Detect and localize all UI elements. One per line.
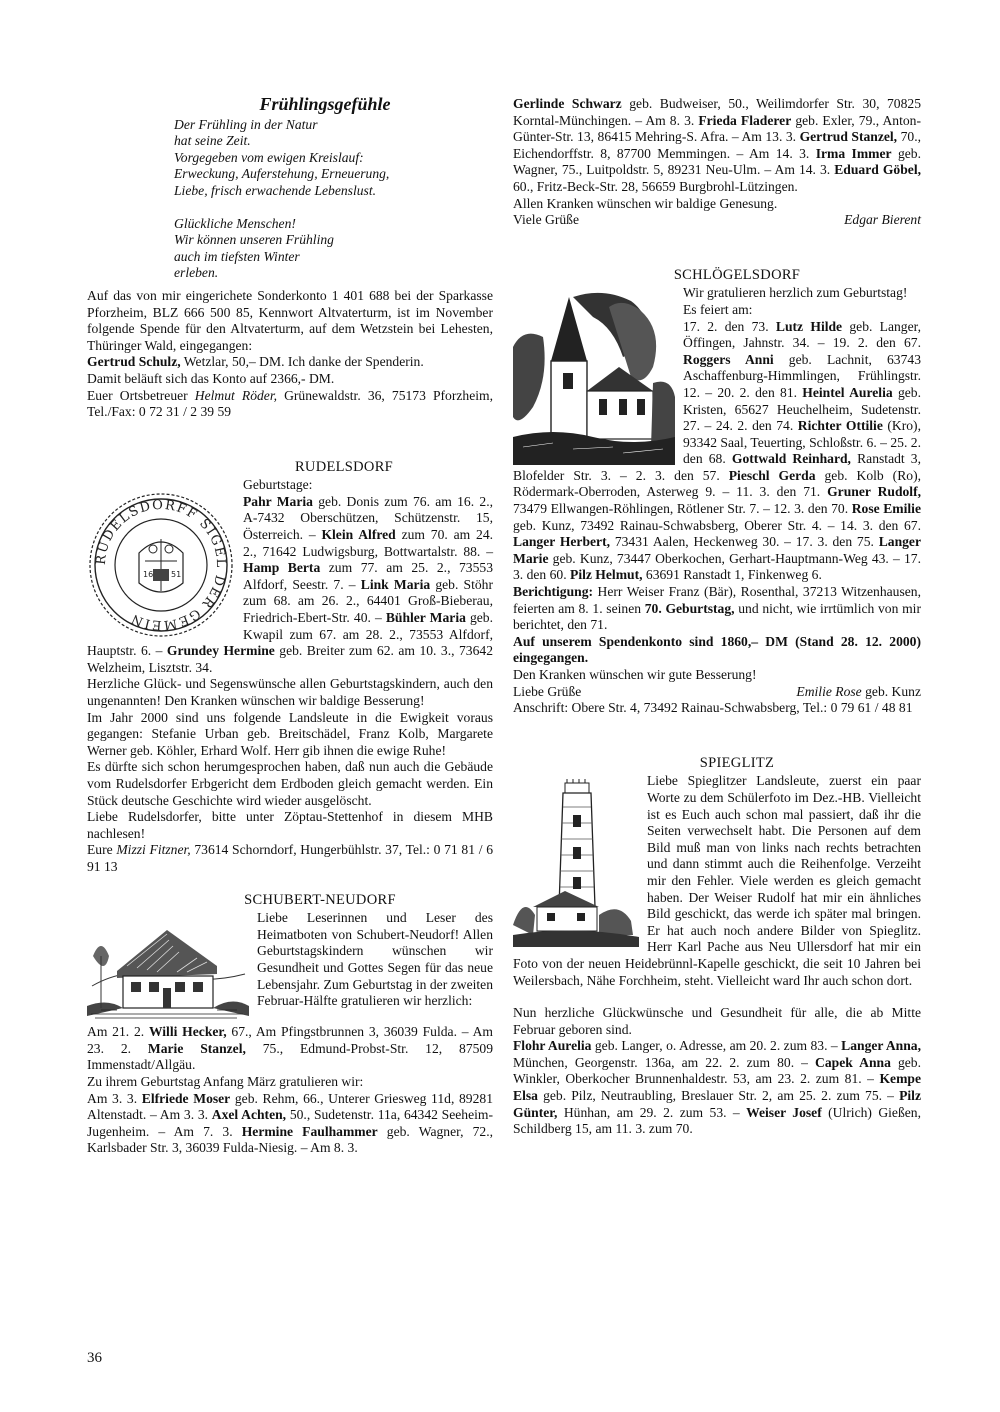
seal-year-right: 51	[171, 570, 182, 580]
section-title-rudelsdorf: RUDELSDORF	[294, 458, 394, 475]
contact-prefix: Eure	[87, 842, 117, 858]
schloegelsdorf-get-well: Den Kranken wünschen wir gute Besserung!	[513, 667, 757, 682]
poem-line: Liebe, frisch erwachende Lebenslust.	[174, 182, 376, 198]
section-title-schubert-neudorf: SCHUBERT-NEUDORF	[244, 891, 396, 908]
rudelsdorf-section	[87, 459, 493, 876]
schloegelsdorf-donations	[513, 634, 921, 667]
schloegelsdorf-address: Anschrift: Obere Str. 4, 73492 Rainau-Schwabsberg, Tel.: 0 79 61 / 48 81	[513, 700, 913, 716]
person-name: Langer Marie	[513, 534, 921, 566]
person-name: Lutz Hilde	[775, 318, 843, 334]
church-icon	[513, 287, 675, 465]
person-name: Pahr Maria	[243, 493, 313, 509]
person-name: Bühler Maria	[385, 610, 466, 626]
person-name: Eduard Göbel,	[834, 162, 921, 178]
rudelsdorf-deaths: Im Jahr 2000 sind uns folgende Landsleute in die Ewigkeit voraus gegangen: Stefanie Urban geb. Breitschädel, Franz Kolb, Margarete Werner geb. Köhler, Erhard Wolf. Herr gib ihnen die ewige Ruhe!	[87, 709, 493, 758]
person-name: Gruner Rudolf,	[827, 484, 922, 500]
contact-address: Grünewaldstr. 36, 75173 Pforzheim, Tel./Fax: 0 72 31 / 2 39 59	[87, 387, 493, 420]
person-name: Hermine Faulhammer	[241, 1123, 378, 1139]
spieglitz-tower-image	[513, 775, 639, 947]
signature-name: Emilie Rose	[796, 683, 862, 699]
rudelsdorf-seal	[87, 491, 235, 639]
rudelsdorf-wishes: Herzliche Glück- und Segenswünsche allen Geburtstagskindern, auch den ungenannten! Den Kranken wünschen wir baldige Besserung!	[87, 676, 493, 708]
person-name: Axel Achten,	[211, 1107, 287, 1123]
seal-icon	[87, 491, 235, 639]
person-name: Frieda Fladerer	[698, 112, 792, 128]
schloegelsdorf-birthdays: 17. 2. den 73. Lutz Hilde geb. Langer, Öffingen, Jahnstr. 34. – 19. 2. den 67. Roggers Anni geb. Lachnit, 63743 Aschaffenburg-Himmlingen, Frühlingstr. 12. – 20. 2. den 81. Heintel Aurelia geb. Kristen, 65627 Heuchelheim, Sudetenstr. 27. – 24. 2. den 74. Richter Ottilie (Kro), 93342 Saal, Teuerting, Schloßstr. 6. – 25. 2. den 68. Gottwald Reinhard, Ranstadt 3, Blofelder Str. 3. – 2. 3. den 57. Pieschl Gerda geb. Kolb (Ro), Rödermark-Oberroden, Asterweg 9. – 11. 3. den 71. Gruner Rudolf, 73479 Ellwangen-Röhlingen, Rötlener Str. 7. – 12. 3. den 70. Rose Emilie geb. Kunz, 73492 Rainau-Schwabsberg, Oberer Str. 4. – 14. 3. den 67. Langer Herbert, 73431 Aalen, Heckenweg 30. – 17. 3. den 75. Langer Marie geb. Kunz, 73447 Oberkochen, Gerhart-Hauptmann-Weg 43. – 17. 3. den 60. Pilz Helmut, 63691 Ranstadt 1, Finkenweg 6.	[513, 318, 922, 583]
schubert-house-image	[87, 916, 249, 1022]
schloegelsdorf-congrats: Wir gratulieren herzlich zum Geburtstag!	[683, 285, 908, 301]
poem-line: Vorgegeben vom ewigen Kreislauf:	[174, 149, 364, 165]
person-name: Grundey Hermine	[166, 643, 275, 659]
altvater-total: Damit beläuft sich das Konto auf 2366,- DM.	[87, 370, 335, 386]
altvater-donor	[87, 354, 493, 371]
person-name: Pilz Helmut,	[570, 567, 643, 583]
schloegelsdorf-signature	[513, 684, 921, 701]
spieglitz-birthdays: Flohr Aurelia geb. Langer, o. Adresse, am 20. 2. zum 83. – Langer Anna, München, Georgenstr. 136a, am 22. 2. zum 80. – Capek Anna geb. Winkler, Oberkocher Brunnenhaldestr. 53, am 23. 2. zum 81. – Kempe Elsa geb. Pilz, Neutraubling, Breslauer Str. 2, am 25. 2. zum 75. – Pilz Günter, Hünhan, am 29. 2. zum 53. – Weiser Josef (Ulrich) Gießen, Schildberg 15, am 11. 3. zum 70.	[513, 1038, 921, 1137]
schubert-march-intro: Zu ihrem Geburtstag Anfang März gratulieren wir:	[87, 1073, 364, 1089]
donation-note: Auf unserem Spendenkonto sind 1860,– DM (Stand 28. 12. 2000) eingegangen.	[513, 633, 921, 666]
spieglitz-section	[513, 755, 921, 1138]
schloegelsdorf-correction: Berichtigung: Herr Weiser Franz (Bär), Rosenthal, 37213 Witzenhausen, feierten am 8. 1. seinen 70. Geburtstag, und nicht, wie irrtümlich von mir berichtet, den 71.	[513, 584, 921, 633]
person-name: Gertrud Stanzel,	[799, 129, 898, 145]
person-name: Gottwald Reinhard,	[731, 451, 851, 467]
signature-name: Edgar Bierent	[844, 212, 921, 228]
poem-line: Wir können unseren Frühling	[174, 232, 334, 248]
poem-line: Glückliche Menschen!	[174, 215, 296, 231]
person-name: Rose Emilie	[851, 501, 921, 517]
rudelsdorf-intro: Geburtstage:	[243, 477, 313, 493]
person-name: Capek Anna	[815, 1054, 891, 1070]
schubert-intro: Liebe Leserinnen und Leser des Heimatboten von Schubert-Neudorf! Allen Geburtstagskindern wünschen wir Gesundheit und Gottes Segen für das neue Lebensjahr. Zum Geburtstag in der zweiten Februar-Hälfte gratulieren wir herzlich:	[257, 910, 493, 1009]
altvater-contact	[87, 388, 493, 421]
schloegelsdorf-church-image	[513, 287, 675, 465]
person-name: Pilz Günter,	[513, 1088, 921, 1120]
person-name: Gerlinde Schwarz	[513, 96, 622, 111]
rudelsdorf-erbgericht: Es dürfte sich schon herumgesprochen haben, daß nun auch die Gebäude vom Rudelsdorfer Erbgericht dem Erdboden gleich gemacht werden. Ein Stück deutsche Geschichte wird wieder ausgelöscht.	[87, 759, 493, 808]
person-name: Weiser Josef	[746, 1104, 822, 1120]
person-name: Marie Stanzel,	[147, 1040, 246, 1056]
rudelsdorf-birthdays: Pahr Maria geb. Donis zum 76. am 16. 2., A-7432 Oberschützen, Schützenstr. 15, Österreich. – Klein Alfred zum 70. am 24. 2., 71642 Ludwigsburg, Bottwartalstr. 88. – Hamp Berta zum 77. am 25. 2., 73553 Alfdorf, Seestr. 7. – Link Maria geb. Stöhr zum 68. am 26. 2., 64401 Groß-Bieberau, Friedrich-Ebert-Str. 40. – Bühler Maria geb. Kwapil zum 67. am 28. 2., 73553 Alfdorf, Hauptstr. 6. – Grundey Hermine geb. Breiter zum 62. am 10. 3., 73642 Welzheim, Lisztstr. 34.	[87, 493, 494, 675]
donor-text: Wetzlar, 50,– DM. Ich danke der Spenderin.	[180, 354, 424, 370]
contact-prefix: Euer Ortsbetreuer	[87, 387, 195, 403]
person-name: Richter Ottilie	[797, 418, 883, 434]
right-column	[513, 96, 921, 1138]
person-name: Hamp Berta	[243, 560, 321, 576]
house-icon	[87, 916, 249, 1022]
contact-address: 73614 Schorndorf, Hungerbühlstr. 37, Tel.: 0 71 81 / 6 91 13	[87, 842, 493, 874]
schubert-feb: Am 21. 2. Willi Hecker, 67., Am Pfingstbrunnen 3, 36039 Fulda. – Am 23. 2. Marie Stanzel, 75., Edmund-Probst-Str. 12, 87509 Immenstadt/Allgäu.	[87, 1024, 494, 1073]
person-name: Heintel Aurelia	[802, 384, 893, 400]
person-name: Langer Anna,	[841, 1038, 921, 1054]
tower-icon	[513, 775, 639, 947]
person-name: Pieschl Gerda	[728, 467, 816, 483]
schubert-march-continued: Gerlinde Schwarz geb. Budweiser, 50., Weilimdorfer Str. 30, 70825 Korntal-Münchingen. – Am 8. 3. Frieda Fladerer geb. Exler, 79., Anton-Günter-Str. 13, 86415 Mehring-S. Afra. – Am 13. 3. Gertrud Stanzel, 70., Eichendorffstr. 8, 87700 Memmingen. – Am 14. 3. Irma Immer geb. Wagner, 75., Luitpoldstr. 5, 89231 Neu-Ulm. – Am 14. 3. Eduard Göbel, 60., Fritz-Beck-Str. 28, 56659 Burgbrohl-Lützingen.	[513, 96, 921, 194]
poem-line: hat seine Zeit.	[174, 133, 251, 149]
page-number: 36	[87, 1350, 102, 1366]
poem-line: auch im tiefsten Winter	[174, 248, 300, 264]
section-title-spieglitz: SPIEGLITZ	[699, 754, 775, 771]
person-name: Willi Hecker,	[148, 1024, 227, 1040]
person-name: Elfriede Moser	[141, 1090, 231, 1106]
rudelsdorf-note: Liebe Rudelsdorfer, bitte unter Zöptau-Stettenhof in diesem MHB nachlesen!	[87, 809, 493, 841]
poem-line: Der Frühling in der Natur	[174, 116, 318, 132]
schubert-march: Am 3. 3. Elfriede Moser geb. Rehm, 66., Unterer Griesweg 11d, 89281 Altenstadt. – Am 3. 3. Axel Achten, 50., Sudetenstr. 11a, 64342 Seeheim-Jugenheim. – Am 7. 3. Hermine Faulhammer geb. Wagner, 72., Karlsbader Str. 3, 36039 Fulda-Niesig. – Am 8. 3.	[87, 1090, 494, 1156]
greeting: Liebe Grüße	[513, 683, 582, 699]
person-name: Flohr Aurelia	[513, 1038, 592, 1054]
poem-title: Frühlingsgefühle	[259, 94, 391, 114]
schloegelsdorf-intro: Es feiert am:	[683, 301, 753, 317]
rudelsdorf-contact	[87, 842, 493, 875]
schloegelsdorf-section	[513, 267, 921, 717]
person-name: Langer Herbert,	[513, 534, 611, 550]
seal-ring-text: RUDELSDORFF SIGEL DER GEMEIN	[93, 498, 229, 633]
person-name: Irma Immer	[815, 145, 892, 161]
seal-year-left: 16	[143, 570, 154, 580]
person-name: Berichtigung:	[513, 584, 594, 600]
greeting: Viele Grüße	[513, 212, 579, 228]
poem-line: Erweckung, Auferstehung, Erneuerung,	[174, 166, 390, 182]
signature	[796, 684, 921, 701]
spieglitz-wishes: Nun herzliche Glückwünsche und Gesundheit für alle, die ab Mitte Februar geboren sind.	[513, 1005, 921, 1037]
altvater-paragraph: Auf das von mir eingerichete Sonderkonto 1 401 688 bei der Sparkasse Pforzheim, BLZ 666 500 85, Kennwort Altvaterturm, ist im November folgende Spende für den Altvaterturm, auf dem Wetzstein bei Lehesten, Thüringer Wald, eingegangen:	[87, 287, 493, 353]
person-name: Link Maria	[360, 576, 431, 592]
signature-maiden: geb. Kunz	[861, 683, 921, 699]
spieglitz-letter: Liebe Spieglitzer Landsleute, zuerst ein paar Worte zu dem Schülerfoto im Dez.-HB. Vielleicht ist es Euch auch schon mal passiert, daß ihr die Seiten verwechselt habt. Die Personen auf dem Bild muß man von links nach rechts betrachten und dann stimmt auch die Reihenfolge. Verzeiht mir den Fehler. Viele werden es gleich gemacht haben. Der Weiser Rudolf hat mir ein ähnliches Bild geschickt, das werde ich später mal bringen. Er hat auch noch andere Bilder von Spieglitz. Herr Karl Pache aus Neu Ullersdorf hat mir ein Foto von der neuen Heidebrünnl-Kapelle geschickt, die seit 10 Jahren bei Weilersbach, Nähe Forchheim, steht. Vielleicht ward Ihr auch schon dort.	[513, 773, 921, 988]
poem	[87, 117, 493, 282]
person-name: Klein Alfred	[321, 527, 396, 543]
schubert-get-well: Allen Kranken wünschen wir baldige Genesung.	[513, 195, 778, 211]
person-name: Roggers Anni	[683, 351, 774, 367]
person-name: Kempe Elsa	[513, 1071, 921, 1104]
left-column	[87, 96, 493, 1157]
donor-name: Gertrud Schulz,	[87, 354, 181, 370]
contact-name: Helmut Röder,	[194, 387, 277, 403]
schubert-section	[87, 892, 493, 1157]
section-title-schloegelsdorf: SCHLÖGELSDORF	[673, 266, 801, 283]
contact-name: Mizzi Fitzner,	[116, 842, 191, 858]
schubert-signature	[513, 212, 921, 229]
poem-line: erleben.	[174, 265, 219, 281]
person-name: 70. Geburtstag,	[644, 600, 735, 616]
